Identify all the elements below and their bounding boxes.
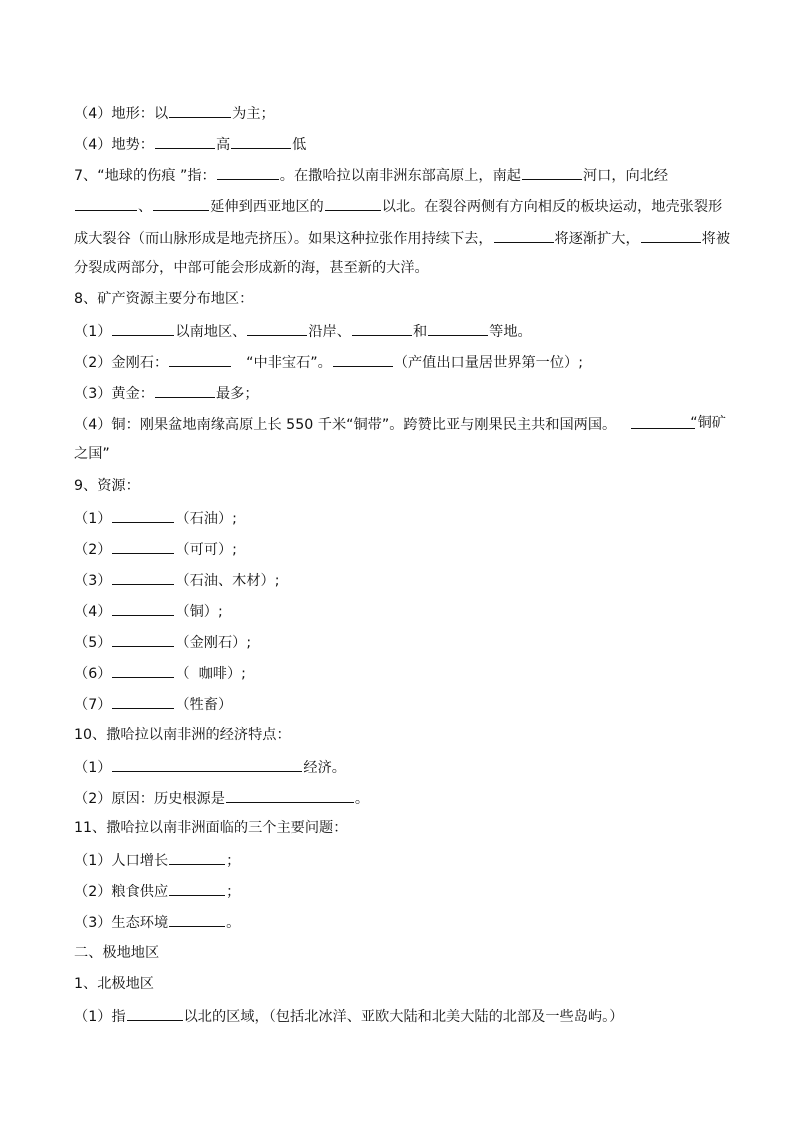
text: （1） (74, 760, 112, 776)
question-10-heading (74, 725, 291, 745)
question-7-line-4 (74, 258, 429, 278)
text: 经济。 (303, 760, 346, 776)
text: ； (226, 853, 241, 869)
answer-blank[interactable] (112, 756, 302, 772)
text: （产值出口量居世界第一位）; (393, 355, 584, 371)
minerals-line-2 (74, 351, 583, 373)
text: （4）铜：刚果盆地南缘高原上长 550 千米“铜带”。跨赞比亚与刚果民主共和国两国。 (74, 417, 617, 433)
text: 和 (412, 324, 428, 340)
text: ； (226, 884, 241, 900)
text: （4） (74, 604, 112, 620)
answer-blank[interactable] (631, 413, 695, 429)
text: 将被 (701, 231, 731, 247)
answer-blank[interactable] (226, 787, 354, 803)
text: 最多； (215, 386, 259, 402)
text: 以北。在裂谷两侧有方向相反的板块运动，地壳张裂形 (381, 199, 723, 215)
answer-blank[interactable] (325, 195, 381, 211)
text: 。在撒哈拉以南非洲东部高原上，南起 (279, 168, 521, 184)
text: （ 咖啡）; (175, 666, 246, 682)
answer-blank[interactable] (155, 382, 215, 398)
answer-blank[interactable] (112, 320, 174, 336)
answer-blank[interactable] (247, 320, 307, 336)
minerals-line-5 (74, 444, 110, 464)
question-7-line-3 (74, 227, 730, 249)
arctic-line-1 (74, 1005, 623, 1027)
answer-blank[interactable] (112, 600, 174, 616)
minerals-line-3 (74, 382, 259, 404)
answer-blank[interactable] (112, 693, 174, 709)
text: 7、“地球的伤痕 ”指： (74, 168, 216, 184)
minerals-line-4 (74, 413, 726, 435)
answer-blank[interactable] (169, 351, 231, 367)
text: 二、极地地区 (74, 945, 160, 961)
answer-blank[interactable] (169, 849, 225, 865)
answer-blank[interactable] (217, 164, 279, 180)
text: （1） (74, 511, 112, 527)
text: “铜矿 (690, 415, 726, 431)
question-7-line-2 (74, 195, 722, 217)
answer-blank[interactable] (112, 507, 174, 523)
text: 低 (292, 137, 307, 153)
text: 8、矿产资源主要分布地区： (74, 291, 254, 307)
question-8-heading (74, 289, 253, 309)
resource-item-1 (74, 507, 237, 529)
text: （牲畜） (175, 697, 233, 713)
answer-blank[interactable] (522, 164, 582, 180)
answer-blank[interactable] (112, 662, 174, 678)
text: （石油）; (175, 511, 237, 527)
text: （1）人口增长 (74, 853, 169, 869)
resource-item-7 (74, 693, 232, 715)
text: “中非宝石”。 (246, 355, 332, 371)
answer-blank[interactable] (112, 538, 174, 554)
text: （1）指 (74, 1009, 126, 1025)
text: （7） (74, 697, 112, 713)
text: （金刚石）; (175, 635, 252, 651)
text: 以南地区、 (175, 324, 247, 340)
text: 、 (138, 199, 153, 215)
text: 分裂成两部分，中部可能会形成新的海，甚至新的大洋。 (74, 260, 429, 276)
text: （6） (74, 666, 112, 682)
text: 以北的区域，（包括北冰洋、亚欧大陆和北美大陆的北部及一些岛屿。） (183, 1009, 624, 1025)
relief-line (74, 133, 306, 155)
question-9-heading (74, 476, 140, 496)
answer-blank[interactable] (75, 195, 137, 211)
economy-line-1 (74, 756, 346, 778)
text: 10、撒哈拉以南非洲的经济特点： (74, 727, 291, 743)
resource-item-6 (74, 662, 246, 684)
answer-blank[interactable] (127, 1005, 183, 1021)
section-2-heading (74, 943, 159, 963)
text: 将逐渐扩大， (554, 231, 640, 247)
text: 成大裂谷（而山脉形成是地壳挤压）。如果这种拉张作用持续下去， (74, 231, 493, 247)
text: （3）黄金： (74, 386, 154, 402)
answer-blank[interactable] (153, 195, 209, 211)
text: 等地。 (489, 324, 532, 340)
answer-blank[interactable] (333, 351, 393, 367)
text: （2）金刚石： (74, 355, 169, 371)
problem-item-3 (74, 911, 240, 933)
text: 。 (226, 915, 241, 931)
problem-item-1 (74, 849, 240, 871)
text: 1、北极地区 (74, 976, 154, 992)
text: （铜）; (175, 604, 223, 620)
question-7-line-1 (74, 164, 668, 186)
answer-blank[interactable] (112, 569, 174, 585)
text: 高 (215, 137, 231, 153)
text: （石油、木材）; (175, 573, 280, 589)
text: 河口，向北经 (582, 168, 669, 184)
resource-item-5 (74, 631, 251, 653)
answer-blank[interactable] (352, 320, 412, 336)
answer-blank[interactable] (112, 631, 174, 647)
resource-item-4 (74, 600, 223, 622)
answer-blank[interactable] (169, 102, 231, 118)
text: 9、资源： (74, 478, 140, 494)
text: 。 (354, 791, 370, 807)
arctic-heading (74, 974, 154, 994)
text: 为主； (232, 106, 275, 122)
resource-item-3 (74, 569, 280, 591)
answer-blank[interactable] (231, 133, 291, 149)
text: （4）地势： (74, 137, 154, 153)
text: （可可）; (175, 542, 237, 558)
answer-blank[interactable] (641, 227, 701, 243)
text: （2） (74, 542, 112, 558)
text: （2）粮食供应 (74, 884, 169, 900)
text: 之国” (74, 446, 110, 462)
minerals-line-1 (74, 320, 532, 342)
text: （4）地形：以 (74, 106, 169, 122)
answer-blank[interactable] (494, 227, 554, 243)
economy-line-2 (74, 787, 369, 809)
text: （1） (74, 324, 112, 340)
text: （2）原因：历史根源是 (74, 791, 225, 807)
answer-blank[interactable] (169, 880, 225, 896)
question-11-heading (74, 818, 347, 838)
text: 沿岸、 (308, 324, 351, 340)
problem-item-2 (74, 880, 240, 902)
text: 11、撒哈拉以南非洲面临的三个主要问题： (74, 820, 348, 836)
answer-blank[interactable] (155, 133, 215, 149)
text: （3）生态环境 (74, 915, 169, 931)
text: 延伸到西亚地区的 (210, 199, 324, 215)
answer-blank[interactable] (428, 320, 488, 336)
terrain-line (74, 102, 275, 124)
answer-blank[interactable] (169, 911, 225, 927)
text: （3） (74, 573, 112, 589)
text: （5） (74, 635, 112, 651)
resource-item-2 (74, 538, 237, 560)
